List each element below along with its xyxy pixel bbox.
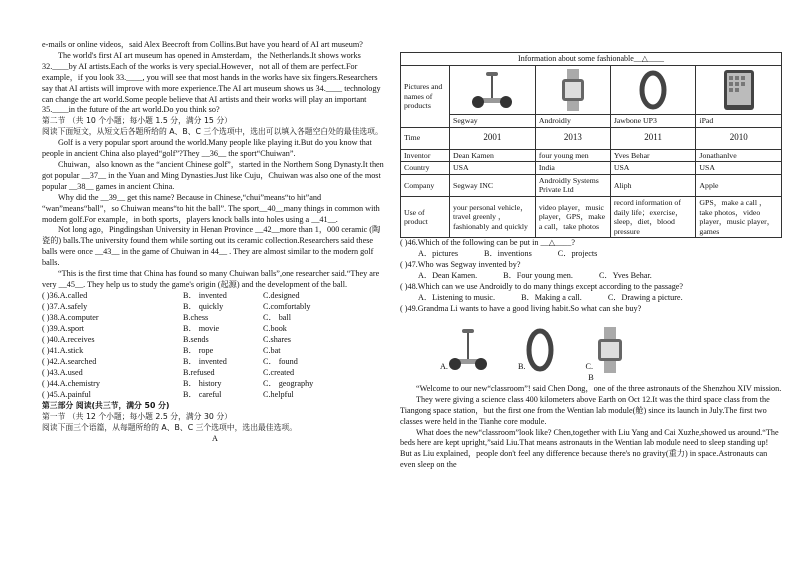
question: ( )49.Grandma Li wants to have a good living habit.So what can she buy?	[400, 304, 642, 314]
option-c: C.bat	[263, 345, 281, 355]
answer-option-b	[518, 327, 556, 373]
option-row	[42, 368, 388, 379]
option-c: C.created	[263, 367, 295, 377]
section-heading: 第一节 （共 12 个小题；每小题 2.5 分，满分 30 分）	[42, 411, 232, 421]
section-instruction: 阅读下面短文，从短文后各题所给的 A、B、C 三个选项中，选出可以填入各题空白处的最佳选项。	[42, 127, 383, 137]
question-options	[400, 293, 782, 304]
section-heading: 第二节 （共 10 个小题；每小题 1.5 分，满分 15 分）	[42, 116, 232, 126]
option-c: C.book	[263, 323, 287, 333]
option: A．Listening to music.	[418, 293, 496, 303]
option-b: B． quickly	[183, 301, 224, 311]
product-time: 2011	[610, 127, 696, 149]
option-num: ( )39.A.sport	[42, 323, 85, 333]
part-heading: 第三部分 阅读(共三节，满分 50 分)	[42, 400, 170, 410]
option: A．pictures	[418, 249, 459, 259]
option-row	[42, 302, 388, 313]
option-b: B． invented	[183, 290, 227, 300]
question-options	[400, 271, 782, 282]
answer-option-c	[585, 327, 627, 373]
option-row	[42, 313, 388, 324]
product-use: your personal vehicle，travel greenly ，fashionably and quickly	[450, 196, 536, 237]
row-label: Time	[401, 127, 450, 149]
tablet-icon	[722, 69, 756, 111]
question: ( )46.Which of the following can be put in __△____?	[400, 238, 576, 248]
product-inventor: four young men	[535, 149, 610, 162]
product-use: GPS，make a call ，take photos，video player，music player，games	[696, 196, 782, 237]
option-row	[42, 324, 388, 335]
product-company: Androidly Systems Private Ltd	[535, 174, 610, 196]
product-company: Aliph	[610, 174, 696, 196]
option-num: ( )43.A.used	[42, 367, 83, 377]
paragraph: What does the new“classroom”look like? Chen,together with Liu Yang and Cai Xuzhe,showed us around.“The beds here are kept upright,”said Liu.That means astronauts in the Wentian lab module need to sleep standing up! But as Liu explained，people don't feel any difference because there's no gravity(重力) in space.Astronauts can even sleep on the	[400, 427, 779, 470]
table-row	[401, 66, 782, 115]
option-b: B.chess	[183, 312, 209, 322]
product-use: video player，music player，GPS，make a call，take photos	[535, 196, 610, 237]
product-name: Androidly	[535, 115, 610, 128]
product-picture-cell	[696, 66, 782, 115]
paragraph: “Welcome to our new“classroom”! said Chen Dong，one of the three astronauts of the Shenzhou XIV mission.	[416, 383, 782, 393]
row-label: Use of product	[401, 196, 450, 237]
product-name: iPad	[696, 115, 782, 128]
option-b: B． rope	[183, 345, 214, 355]
paragraph: Chuiwan，also known as the “ancient Chinese golf”，started in the Northern Song Dynasty.It then got popular __37__ in the Yuan and Ming Dynasties.Just like Cuju，Chuiwan was also one of the most popular __38__ games in ancient China.	[42, 159, 384, 191]
product-country: USA	[696, 162, 782, 175]
product-time: 2001	[450, 127, 536, 149]
option-row	[42, 335, 388, 346]
option-row	[42, 357, 388, 368]
option-c: C． found	[263, 356, 298, 366]
option: A．Dean Kamen.	[418, 271, 478, 281]
option-b: B.refused	[183, 367, 215, 377]
product-inventor: Jonathanlve	[696, 149, 782, 162]
question: ( )47.Who was Segway invented by?	[400, 260, 521, 270]
option-row	[42, 291, 388, 302]
options-list	[42, 291, 388, 401]
segway-icon	[470, 70, 514, 110]
option-num: ( )40.A.receives	[42, 334, 95, 344]
option-c: C． geography	[263, 378, 314, 388]
passage-label: A	[212, 433, 218, 443]
option: B．inventions	[484, 249, 532, 259]
option-num: ( )38.A.computer	[42, 312, 99, 322]
option-b: B． movie	[183, 323, 220, 333]
paragraph: Golf is a very popular sport around the world.Many people like playing it.But do you know that people in ancient China also played“golf”?They __36__ the sport“Chuiwan”.	[42, 138, 372, 159]
right-column	[400, 52, 782, 471]
question-options	[400, 249, 782, 260]
section-instruction: 阅读下面三个语篇，从每题所给的 A、B、C 三个选项中，选出最佳选项。	[42, 422, 297, 432]
row-label: Country	[401, 162, 450, 175]
product-country: USA	[450, 162, 536, 175]
option-num: ( )37.A.safely	[42, 301, 88, 311]
wristband-icon	[525, 327, 555, 373]
product-company: Apple	[696, 174, 782, 196]
paragraph: Not long ago，Pingdingshan University in Henan Province __42__more than 1，000 ceramic (陶瓷的) balls.The university found them while sorting out its ceramic collection.Researchers said these balls were once __43__ in the game of Chuiwan in 44__ . They are almost similar to the modern golf balls.	[42, 225, 381, 268]
product-time: 2013	[535, 127, 610, 149]
option-b: B． careful	[183, 389, 222, 399]
segway-icon	[448, 327, 488, 373]
option-num: ( )45.A.painful	[42, 389, 91, 399]
table-row	[401, 162, 782, 175]
table-row	[401, 149, 782, 162]
table-row	[401, 127, 782, 149]
option-row	[42, 379, 388, 390]
product-use: record information of daily life；exercise，sleep，diet，blood pressure	[610, 196, 696, 237]
option-num: ( )44.A.chemistry	[42, 378, 100, 388]
product-picture-cell	[450, 66, 536, 115]
option: B．Four young men.	[503, 271, 573, 281]
option-row	[42, 390, 388, 401]
paragraph: The world's first AI art museum has opened in Amsterdam，the Netherlands.It shows works 32.____by AI artists.Each of the works is very special.However，not all of them are perfect.For example，if you look 33.____, you will see that most hands in the works have six fingers.Researchers say that AI artists will improve with more experience.The AI art museum shows us 34.____ technology can change the art world.Some people believe that AI artists and their works will play an important 35.____in the future of the art world.Do you think so?	[42, 50, 381, 115]
option-c: C.shares	[263, 334, 291, 344]
paragraph: They were giving a science class 400 kilometers above Earth on Oct 12.It was the third space class from the Tiangong space station，but the first one from the Wentian lab module(舱) since its launch in July.The first two classes were held in the Tianhe core module.	[400, 394, 770, 426]
answer-option-a	[440, 327, 488, 373]
answer-images	[400, 315, 782, 373]
row-label: Company	[401, 174, 450, 196]
product-inventor: Dean Kamen	[450, 149, 536, 162]
product-inventor: Yves Behar	[610, 149, 696, 162]
product-name: Segway	[450, 115, 536, 128]
option-c: C.comfortably	[263, 301, 311, 311]
option-label: A.	[440, 362, 448, 372]
option: C．Drawing a picture.	[607, 293, 683, 303]
paragraph: e-mails or online videos，said Alex Beecroft from Collins.But have you heard of AI art museum?	[42, 40, 363, 49]
option-num: ( )42.A.searched	[42, 356, 97, 366]
option-num: ( )36.A.called	[42, 290, 88, 300]
left-column	[42, 40, 388, 444]
product-company: Segway INC	[450, 174, 536, 196]
product-picture-cell	[535, 66, 610, 115]
row-label: Pictures and names of products	[401, 66, 450, 128]
product-name: Jawbone UP3	[610, 115, 696, 128]
paragraph: Why did the __39__ get this name? Because in Chinese,“chui”means“to hit”and “wan”means“ball”，so Chuiwan means“to hit the ball”. The sport__40__many things in common with modern golf.For example，in both sports，players knock balls into holes using a __41__.	[42, 192, 380, 224]
option-c: C． ball	[263, 312, 291, 322]
option: B．Making a call.	[521, 293, 582, 303]
option-label: B.	[517, 362, 526, 372]
product-time: 2010	[696, 127, 782, 149]
product-country: India	[535, 162, 610, 175]
option-num: ( )41.A.stick	[42, 345, 84, 355]
smartwatch-icon	[558, 69, 588, 111]
option-label: C.	[585, 362, 593, 372]
product-table	[400, 65, 782, 238]
option: C．Yves Behar.	[598, 271, 652, 281]
wristband-icon	[638, 70, 668, 110]
table-row	[401, 115, 782, 128]
option: C．projects	[557, 249, 598, 259]
table-caption: Information about some fashionable__△____	[400, 52, 782, 65]
product-picture-cell	[610, 66, 696, 115]
option-b: B． invented	[183, 356, 227, 366]
smartwatch-icon	[593, 327, 627, 373]
table-row	[401, 196, 782, 237]
option-c: C.helpful	[263, 389, 294, 399]
table-row	[401, 174, 782, 196]
row-label: Inventor	[401, 149, 450, 162]
question: ( )48.Which can we use Androidly to do many things except according to the passage?	[400, 282, 684, 292]
passage-label: B	[588, 372, 594, 382]
option-b: B． history	[183, 378, 222, 388]
paragraph: “This is the first time that China has found so many Chuiwan balls”,one researcher said.“They are very __45__. They help us to study the game's origin (起源) and the development of the ball.	[42, 269, 380, 289]
option-b: B.sends	[183, 334, 209, 344]
product-country: USA	[610, 162, 696, 175]
option-c: C.designed	[263, 290, 300, 300]
option-row	[42, 346, 388, 357]
